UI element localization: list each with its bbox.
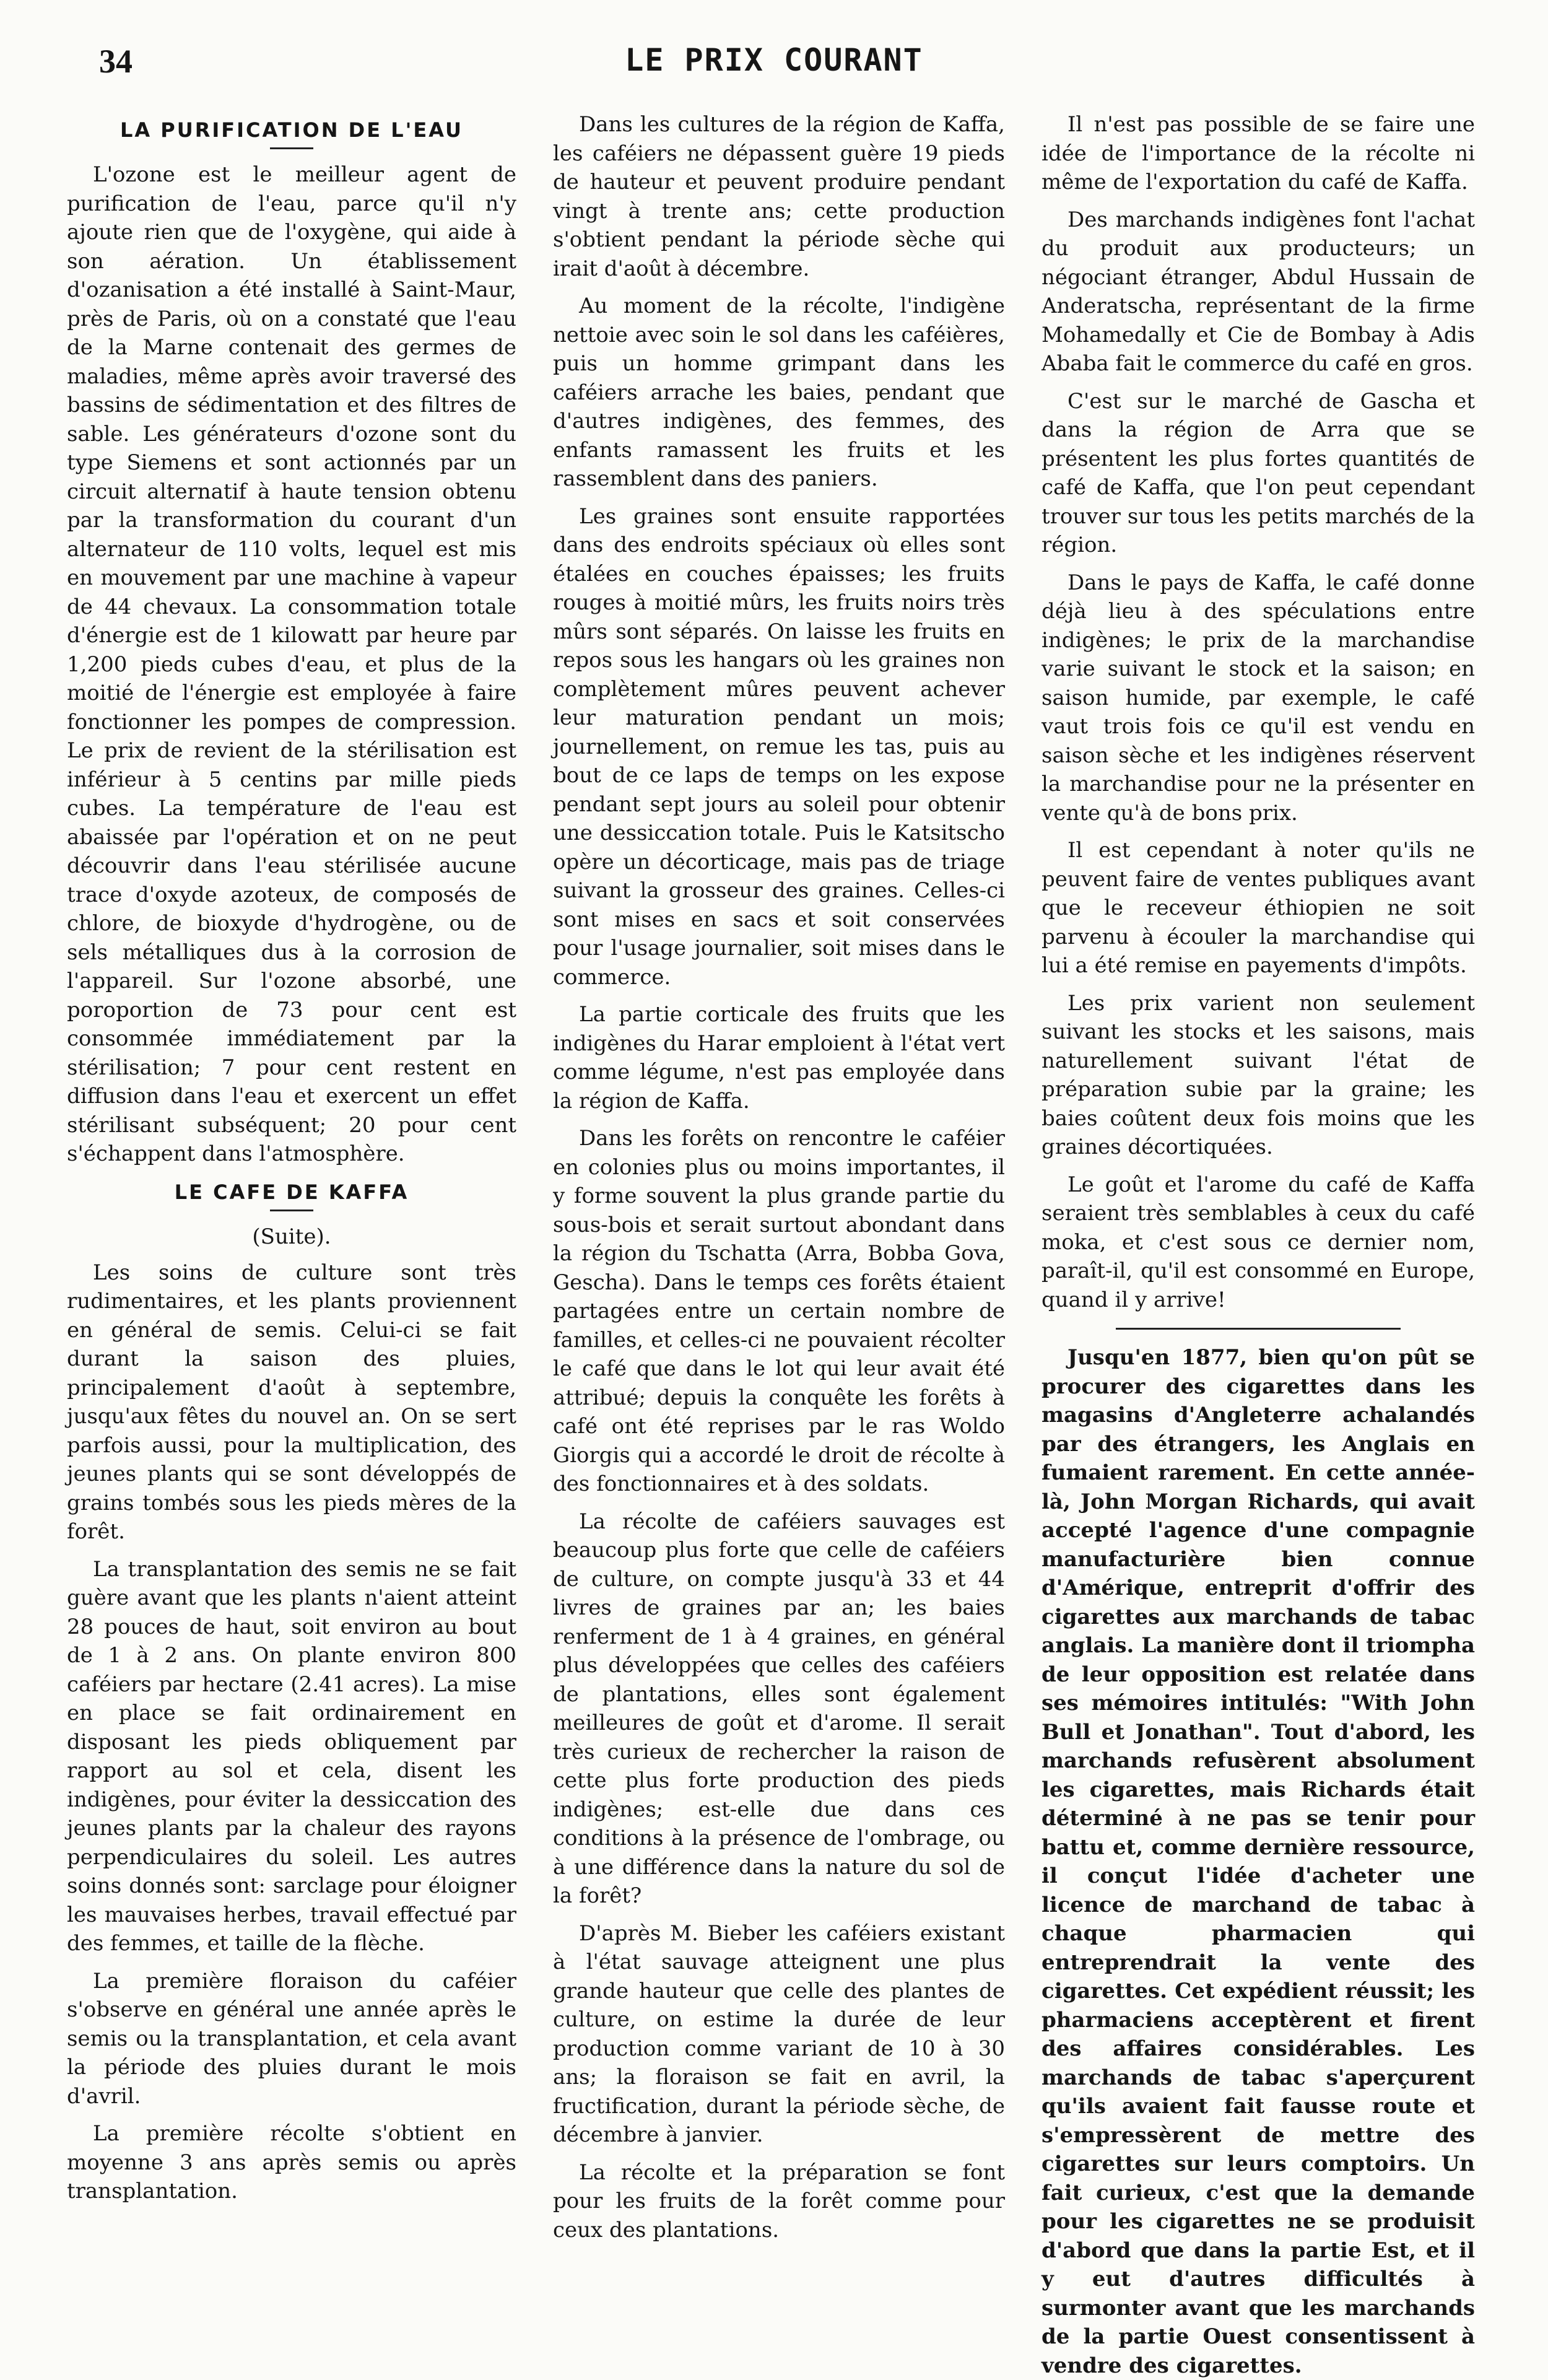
kaffa-paragraph: C'est sur le marché de Gascha et dans la région de Arra que se présentent les plus fortes quantités de café de Kaffa, que l'on peut cependant trouver sur tous les petits marchés de la région.: [1041, 388, 1475, 557]
kaffa-paragraph: Le goût et l'arome du café de Kaffa seraient très semblables à ceux du café moka, et c'est sous ce dernier nom, paraît-il, qu'il est consommé en Europe, quand il y arrive!: [1041, 1172, 1475, 1312]
kaffa-paragraph: La récolte de caféiers sauvages est beaucoup plus forte que celle de caféiers de culture, on compte jusqu'à 33 et 44 livres de graines par an; les baies renferment de 1 à 4 graines, en général plus développées que celles des caféiers de plantations, elles sont également meilleures de goût et d'arome. Il serait très curieux de rechercher la raison de cette plus forte production des pieds indigènes; est-elle due dans ces conditions à la présence de l'ombrage, ou à une différence dans la nature du sol de la forêt?: [553, 1509, 1005, 1908]
article-title-ozone: LA PURIFICATION DE L'EAU: [120, 118, 464, 142]
ozone-paragraph: L'ozone est le meilleur agent de purification de l'eau, parce qu'il n'y ajoute rien que de l'oxygène, qui aide à son aération. Un établissement d'ozanisation a été installé à Saint-Maur, près de Paris, où on a constaté que l'eau de la Marne contenait des germes de maladies, même après avoir traversé des bassins de sédimentation et des filtres de sable. Les générateurs d'ozone sont du type Siemens et sont actionnés par un circuit alternatif à haute tension obtenu par la transformation du courant d'un alternateur de 110 volts, lequel est mis en mouvement par une machine à vapeur de 44 chevaux. La consommation totale d'énergie est de 1 kilowatt par heure par 1,200 pieds cubes d'eau, et plus de la moitié de l'énergie est employée à faire fonctionner les pompes de compression. Le prix de revient de la stérilisation est inférieur à 5 centins par mille pieds cubes. La température de l'eau est abaissée par l'opération et on ne peut découvrir dans l'eau stérilisée aucune trace d'oxyde azoteux, de composés de chlore, de bioxyde d'hydrogène, ou de sels métalliques dus à la corrosion de l'appareil. Sur l'ozone absorbé, une poroportion de 73 pour cent est consommée immédiatement par la stérilisation; 7 pour cent restent en diffusion dans l'eau et exercent un effet stérilisant subséquent; 20 pour cent s'échappent dans l'atmosphère.: [67, 162, 516, 1166]
cigarettes-article: [1041, 1343, 1475, 2380]
kaffa-paragraph: Il est cependant à noter qu'ils ne peuvent faire de ventes publiques avant que le receveur éthiopien ne soit parvenu à écouler la marchandise qui lui a été remise en payements d'impôts.: [1041, 838, 1475, 978]
kaffa-paragraph: Les soins de culture sont très rudimentaires, et les plants proviennent en général de semis. Celui-ci se fait durant la saison des pluies, principalement d'août à septembre, jusqu'aux fêtes du nouvel an. On se sert parfois aussi, pour la multiplication, des jeunes plants qui se sont développés de grains tombés sous les pieds mères de la forêt.: [67, 1260, 516, 1544]
cigarettes-paragraph: Jusqu'en 1877, bien qu'on pût se procurer des cigarettes dans les magasins d'Angleterre achalandés par des étrangers, les Anglais en fumaient rarement. En cette année-là, John Morgan Richards, qui avait accepté l'agence d'une compagnie manufacturière bien connue d'Amérique, entreprit d'offrir des cigarettes aux marchands de tabac anglais. La manière dont il triompha de leur opposition est relatée dans ses mémoires intitulés: "With John Bull et Jonathan". Tout d'abord, les marchands refusèrent absolument les cigarettes, mais Richards était déterminé à ne pas se tenir pour battu et, comme dernière ressource, il conçut l'idée d'acheter une licence de marchand de tabac à chaque pharmacien qui entreprendrait la vente des cigarettes. Cet expédient réussit; les pharmaciens acceptèrent et firent des affaires considérables. Les marchands de tabac s'aperçurent qu'ils avaient fait fausse route et s'empressèrent de mettre des cigarettes sur leurs comptoirs. Un fait curieux, c'est que la demande pour les cigarettes ne se produisit d'abord que dans la partie Est, et il y eut d'autres difficultés à surmonter avant que les marchands de la partie Ouest consentissent à vendre des cigarettes.: [1041, 1345, 1475, 2378]
column-1: [67, 110, 516, 2203]
kaffa-paragraph: La récolte et la préparation se font pour les fruits de la forêt comme pour ceux des plantations.: [553, 2160, 1005, 2243]
section-divider: [1116, 1328, 1401, 1330]
kaffa-paragraph: Des marchands indigènes font l'achat du produit aux producteurs; un négociant étranger, Abdul Hussain de Anderatscha, représentant de la firme Mohamedally et Cie de Bombay à Adis Ababa fait le commerce du café en gros.: [1041, 207, 1475, 376]
column-2: [553, 110, 1005, 2243]
kaffa-paragraph: La première floraison du caféier s'observe en général une année après le semis ou la transplantation, et cela avant la période des pluies durant le mois d'avril.: [67, 1968, 516, 2109]
title-rule: [270, 147, 313, 149]
journal-title: LE PRIX COURANT: [625, 42, 923, 78]
title-rule: [270, 1210, 313, 1211]
kaffa-paragraph: La partie corticale des fruits que les indigènes du Harar emploient à l'état vert comme légume, n'est pas employée dans la région de Kaffa.: [553, 1002, 1005, 1114]
kaffa-paragraph: Dans les cultures de la région de Kaffa, les caféiers ne dépassent guère 19 pieds de hauteur et peuvent produire pendant vingt à trente ans; cette production s'obtient pendant la période sèche qui irait d'août à décembre.: [553, 112, 1005, 281]
column-3: [1041, 110, 1475, 2378]
kaffa-paragraph: D'après M. Bieber les caféiers existant à l'état sauvage atteignent une plus grande hauteur que celle des plantes de culture, on estime la durée de leur production comme variant de 10 à 30 ans; la floraison se fait en avril, la fructification, durant la période sèche, de décembre à janvier.: [553, 1920, 1005, 2147]
kaffa-paragraph: La transplantation des semis ne se fait guère avant que les plants n'aient atteint 28 pouces de haut, soit environ au bout de 1 à 2 ans. On plante environ 800 caféiers par hectare (2.41 acres). La mise en place se fait ordinairement en disposant les pieds obliquement par rapport au sol et cela, disent les indigènes, pour éviter la dessiccation des jeunes plants par la chaleur des rayons perpendiculaires du soleil. Les autres soins donnés sont: sarclage pour éloigner les mauvaises herbes, travail effectué par des femmes, et taille de la flèche.: [67, 1556, 516, 1956]
article-subtitle: (Suite).: [252, 1224, 331, 1249]
article-title-kaffa: LE CAFE DE KAFFA: [174, 1180, 409, 1204]
kaffa-paragraph: Au moment de la récolte, l'indigène nettoie avec soin le sol dans les caféières, puis un homme grimpant dans les caféiers arrache les baies, pendant que d'autres indigènes, des femmes, des enfants ramassent les fruits et les rassemblent dans des paniers.: [553, 294, 1005, 491]
kaffa-paragraph: Dans le pays de Kaffa, le café donne déjà lieu à des spéculations entre indigènes; le prix de la marchandise varie suivant le stock et la saison; en saison humide, par exemple, le café vaut trois fois ce qu'il est vendu en saison sèche et les indigènes réservent la marchandise pour ne la présenter en vente qu'à de bons prix.: [1041, 570, 1475, 826]
kaffa-paragraph: Les prix varient non seulement suivant les stocks et les saisons, mais naturellement suivant l'état de préparation subie par la graine; les baies coûtent deux fois moins que les graines décortiquées.: [1041, 990, 1475, 1159]
kaffa-paragraph: Les graines sont ensuite rapportées dans des endroits spéciaux où elles sont étalées en couches épaisses; les fruits rouges à moitié mûrs, les fruits noirs très mûrs sont séparés. On laisse les fruits en repos sous les hangars où les graines non complètement mûres peuvent achever leur maturation pendant un mois; journellement, on remue les tas, puis au bout de ce laps de temps on les expose pendant sept jours au soleil pour obtenir une dessiccation totale. Puis le Katsitscho opère un décorticage, mais pas de triage suivant la grosseur des graines. Celles-ci sont mises en sacs et soit conservées pour l'usage journalier, soit mises dans le commerce.: [553, 503, 1005, 990]
kaffa-paragraph: Dans les forêts on rencontre le caféier en colonies plus ou moins importantes, il y forme souvent la plus grande partie du sous-bois et serait surtout abondant dans la région du Tschatta (Arra, Bobba Gova, Gescha). Dans le temps ces forêts étaient partagées entre un certain nombre de familles, et celles-ci ne pouvaient récolter le café que dans le lot qui leur avait été attribué; depuis la conquête les forêts à café ont été reprises par le ras Woldo Giorgis qui a accordé le droit de récolte à des fonctionnaires et à des soldats.: [553, 1126, 1005, 1496]
kaffa-paragraph: Il n'est pas possible de se faire une idée de l'importance de la récolte ni même de l'exportation du café de Kaffa.: [1041, 112, 1475, 194]
page-number: 34: [99, 43, 133, 80]
page-header: [0, 36, 1548, 85]
kaffa-paragraph: La première récolte s'obtient en moyenne 3 ans après semis ou après transplantation.: [67, 2121, 516, 2203]
